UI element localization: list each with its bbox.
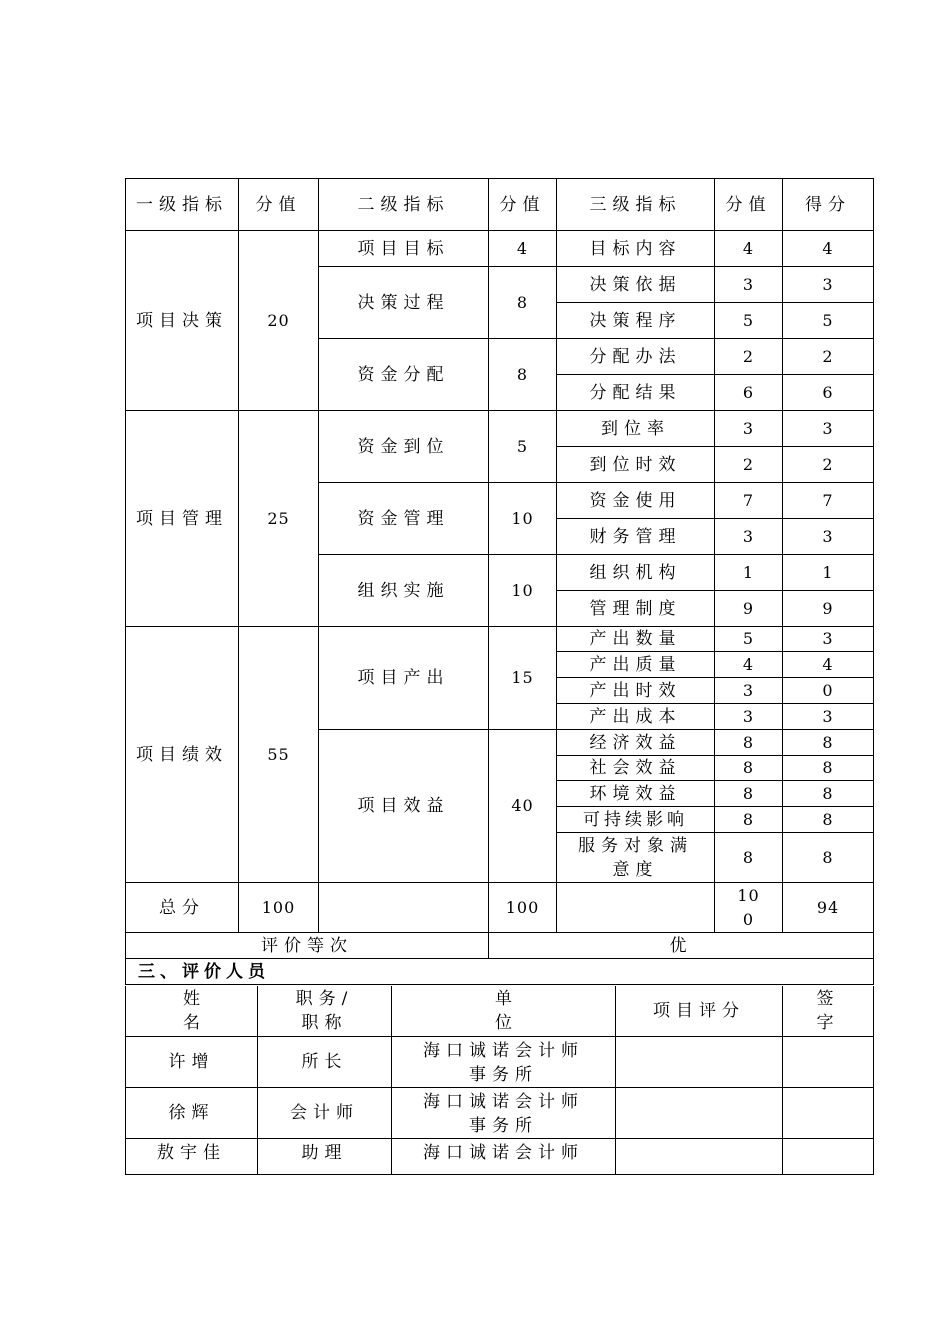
l2-score: 10 [489,483,557,555]
l3-name: 经济效益 [557,730,715,756]
table-row [126,627,874,652]
l3-score: 4 [715,652,783,678]
l3-name: 产出质量 [557,652,715,678]
l3-name: 服务对象满意度 [557,833,715,883]
l2-score: 4 [489,231,557,267]
l3-name: 分配结果 [557,375,715,411]
total-l1-score: 100 [239,883,319,933]
l3-name: 目标内容 [557,231,715,267]
person-score [616,1036,783,1087]
l3-got: 3 [783,704,874,730]
l3-score: 2 [715,339,783,375]
people-table [125,986,874,1175]
l3-got: 1 [783,555,874,591]
l2-name: 资金管理 [319,483,489,555]
l2-name: 资金到位 [319,411,489,483]
l3-name: 资金使用 [557,483,715,519]
l3-score: 8 [715,730,783,756]
l2-name: 资金分配 [319,339,489,411]
header-l2-score: 分值 [489,179,557,231]
l2-score: 15 [489,627,557,730]
l3-got: 3 [783,411,874,447]
people-header-unit [392,986,616,1036]
people-header-score: 项目评分 [616,986,783,1036]
l3-score: 5 [715,627,783,652]
l2-score: 10 [489,555,557,627]
header-l1: 一级指标 [126,179,239,231]
l3-got: 6 [783,375,874,411]
l1-score: 55 [239,627,319,883]
person-score [616,1087,783,1138]
l3-name: 决策程序 [557,303,715,339]
l3-got: 2 [783,339,874,375]
l3-score: 2 [715,447,783,483]
header-got: 得分 [783,179,874,231]
l3-name: 到位率 [557,411,715,447]
person-name: 敖宇佳 [126,1138,258,1174]
l3-score: 8 [715,833,783,883]
l3-got: 2 [783,447,874,483]
l2-score: 8 [489,339,557,411]
section-title: 三、评价人员 [126,959,874,985]
l3-score: 8 [715,756,783,781]
total-l3-empty [557,883,715,933]
header-l2: 二级指标 [319,179,489,231]
l2-score: 5 [489,411,557,483]
l1-name: 项目决策 [126,231,239,411]
l3-name: 产出数量 [557,627,715,652]
person-sign [783,1138,874,1174]
table-row [126,411,874,447]
l3-got: 3 [783,519,874,555]
person-unit: 海口诚诺会计师 [392,1138,616,1174]
l3-name: 产出时效 [557,678,715,704]
l3-name: 到位时效 [557,447,715,483]
total-l3-score: 100 [715,883,783,933]
person-name: 许增 [126,1036,258,1087]
person-title: 所长 [258,1036,392,1087]
header-l1-score: 分值 [239,179,319,231]
people-header-row [126,986,874,1036]
people-header-unit-text: 单位 [495,988,596,1033]
header-l3-score: 分值 [715,179,783,231]
l3-got: 0 [783,678,874,704]
total-row [126,883,874,933]
person-score [616,1138,783,1174]
l3-score: 6 [715,375,783,411]
person-name: 徐辉 [126,1087,258,1138]
grade-label: 评价等次 [126,933,489,959]
l1-score: 25 [239,411,319,627]
l1-name: 项目管理 [126,411,239,627]
l3-score: 3 [715,678,783,704]
person-unit: 海口诚诺会计师事务所 [392,1036,616,1087]
section-row [126,959,874,985]
l3-name: 分配办法 [557,339,715,375]
l3-score: 8 [715,781,783,807]
l3-score: 9 [715,591,783,627]
l1-score: 20 [239,231,319,411]
l2-name: 决策过程 [319,267,489,339]
total-l2-score: 100 [489,883,557,933]
person-title: 会计师 [258,1087,392,1138]
people-header-sign: 签字 [783,986,874,1036]
l3-score: 3 [715,519,783,555]
l3-name: 社会效益 [557,756,715,781]
l3-got: 8 [783,756,874,781]
total-l2-empty [319,883,489,933]
l3-score: 3 [715,267,783,303]
header-row [126,179,874,231]
l3-got: 4 [783,652,874,678]
l3-score: 5 [715,303,783,339]
person-unit: 海口诚诺会计师事务所 [392,1087,616,1138]
person-title: 助理 [258,1138,392,1174]
l3-got: 8 [783,730,874,756]
l3-name: 可持续影响 [557,807,715,833]
l3-got: 5 [783,303,874,339]
l2-score: 8 [489,267,557,339]
table-row [126,1087,874,1138]
grade-row [126,933,874,959]
l3-name: 决策依据 [557,267,715,303]
l1-name: 项目绩效 [126,627,239,883]
table-row [126,231,874,267]
l2-name: 项目产出 [319,627,489,730]
l3-got: 3 [783,627,874,652]
header-l3: 三级指标 [557,179,715,231]
l3-score: 7 [715,483,783,519]
l3-name: 管理制度 [557,591,715,627]
table-row [126,1138,874,1174]
l3-got: 3 [783,267,874,303]
l3-got: 8 [783,807,874,833]
l3-score: 8 [715,807,783,833]
l2-name: 组织实施 [319,555,489,627]
grade-value: 优 [489,933,874,959]
people-header-title: 职务/职称 [258,986,392,1036]
people-header-name [126,986,258,1036]
score-table [125,178,874,985]
l3-score: 3 [715,704,783,730]
l3-score: 3 [715,411,783,447]
l3-name: 财务管理 [557,519,715,555]
l3-got: 7 [783,483,874,519]
table-row [126,1036,874,1087]
total-label: 总分 [126,883,239,933]
l3-got: 8 [783,781,874,807]
l3-got: 4 [783,231,874,267]
total-got: 94 [783,883,874,933]
l3-score: 1 [715,555,783,591]
l3-name: 环境效益 [557,781,715,807]
l2-score: 40 [489,730,557,883]
l3-name: 产出成本 [557,704,715,730]
people-header-name-text: 姓名 [183,988,252,1033]
l3-got: 8 [783,833,874,883]
l2-name: 项目目标 [319,231,489,267]
person-sign [783,1087,874,1138]
l3-got: 9 [783,591,874,627]
l3-name: 组织机构 [557,555,715,591]
l2-name: 项目效益 [319,730,489,883]
person-sign [783,1036,874,1087]
l3-score: 4 [715,231,783,267]
